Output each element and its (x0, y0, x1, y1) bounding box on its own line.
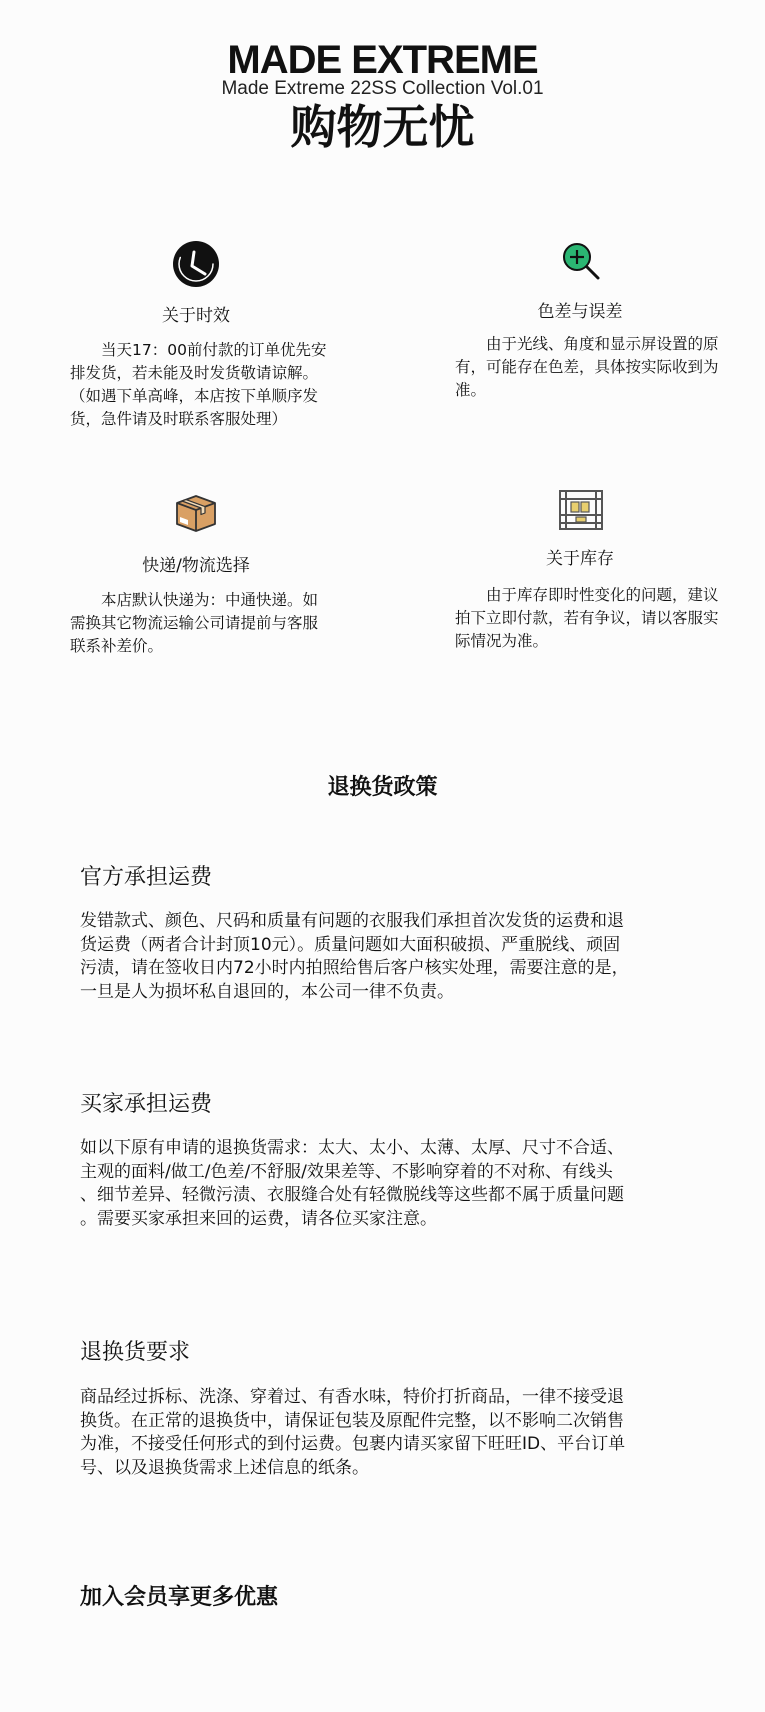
membership-heading: 加入会员享更多优惠 (80, 1585, 279, 1610)
body-line: 。需要买家承担来回的运费，请各位买家注意。 (80, 1208, 437, 1229)
policy-heading: 退换货政策 (327, 775, 438, 800)
body-line: 污渍，请在签收日内72小时内拍照给售后客户核实处理，需要注意的是， (80, 958, 629, 978)
warehouse-shelf-icon (558, 489, 604, 531)
section-title-return-requirements: 退换货要求 (80, 1340, 191, 1365)
package-box-icon (174, 493, 218, 533)
feature-body-stock: 由于库存即时性变化的问题，建议拍下立即付款，若有争议，请以客服实际情况为准。 (455, 586, 719, 650)
feature-body-shipping: 本店默认快递为：中通快递。如需换其它物流运输公司请提前与客服联系补差价。 (70, 591, 319, 655)
section-title-buyer-shipping: 买家承担运费 (80, 1092, 213, 1117)
body-line: 如以下原有申请的退换货需求：太大、太小、太薄、太厚、尺寸不合适、 (80, 1138, 624, 1158)
collection-subtitle: Made Extreme 22SS Collection Vol.01 (221, 78, 544, 99)
feature-title-stock: 关于库存 (546, 549, 614, 569)
body-line: 货运费（两者合计封顶10元）。质量问题如大面积破损、严重脱线、顽固 (80, 934, 621, 955)
body-line: 主观的面料/做工/色差/不舒服/效果差等、不影响穿着的不对称、有线头 (80, 1161, 613, 1182)
feature-title-shipping: 快递/物流选择 (142, 556, 250, 576)
body-line: 商品经过拆标、洗涤、穿着过、有香水味，特价打折商品，一律不接受退 (80, 1387, 624, 1407)
section-body-buyer-shipping (80, 1137, 700, 1231)
body-line: 一旦是人为损坏私自退回的，本公司一律不负责。 (80, 981, 454, 1002)
section-body-return-requirements (80, 1386, 700, 1480)
section-title-official-shipping: 官方承担运费 (80, 865, 213, 890)
body-line: 为准，不接受任何形式的到付运费。包裹内请买家留下旺旺ID、平台订单 (80, 1434, 626, 1454)
body-line: 号、以及退换货需求上述信息的纸条。 (80, 1457, 369, 1478)
section-body-official-shipping (80, 910, 700, 1004)
body-line: 换货。在正常的退换货中，请保证包装及原配件完整，以不影响二次销售 (80, 1410, 624, 1431)
feature-body-timing: 当天17：00前付款的订单优先安排发货，若未能及时发货敬请谅解。（如遇下单高峰，本店按下单顺序发货，急件请及时联系客服处理） (70, 341, 327, 428)
feature-body-color: 由于光线、角度和显示屏设置的原有，可能存在色差，具体按实际收到为准。 (455, 335, 719, 399)
body-line: 、细节差异、轻微污渍、衣服缝合处有轻微脱线等这些都不属于质量问题 (80, 1185, 624, 1205)
magnifier-plus-icon (561, 241, 601, 281)
brand-logo: MADE EXTREME (227, 38, 538, 82)
feature-title-color: 色差与误差 (537, 302, 623, 322)
feature-title-timing: 关于时效 (162, 306, 230, 326)
body-line: 发错款式、颜色、尺码和质量有问题的衣服我们承担首次发货的运费和退 (80, 911, 624, 931)
page-title: 购物无忧 (290, 100, 475, 154)
clock-icon (172, 240, 220, 288)
